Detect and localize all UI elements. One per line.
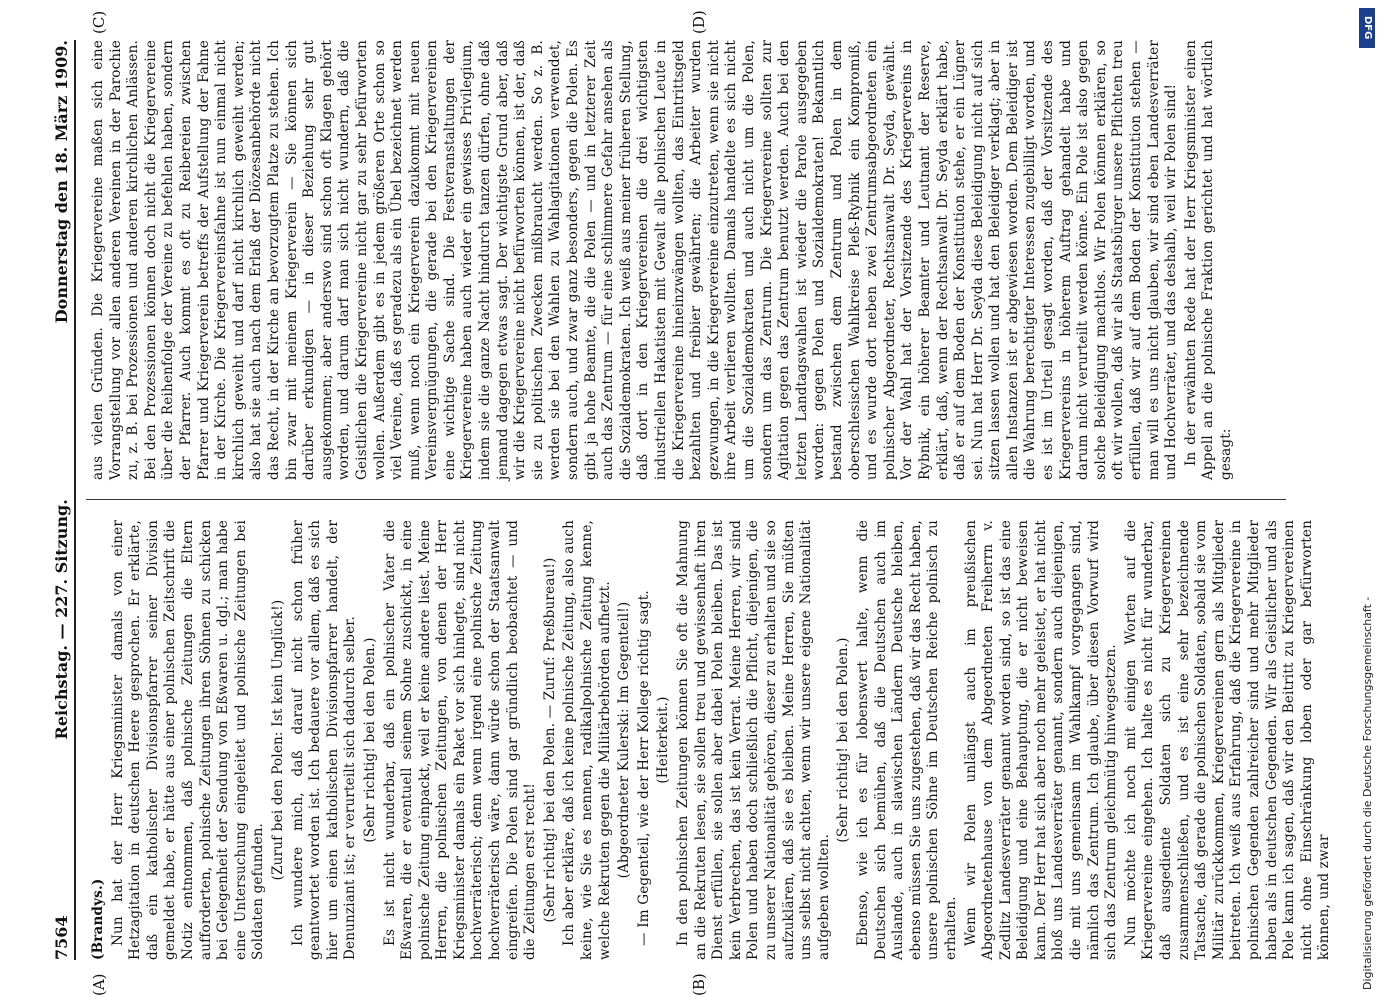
digitization-watermark [1359,10,1379,990]
left-column [90,520,1333,960]
paragraph: In den polnischen Zeitungen können Sie oft die Mahnung an die Rekruten lesen, sie sollen treu und gewissenhaft ihren Dienst erfüllen, sie sollen aber dabei Polen bleiben. Das ist kein Verbrechen, das ist kein Verrat. Meine Herren, wir sind Polen und haben doch schließlich die Pflicht, diejenigen, die zu unserer Nationalität gehören, dieser zu erhalten und sie so aufzuklären, daß sie es bleiben. Meine Herren, Sie müßten uns selbst nicht achten, wenn wir unsere eigene Nationalität aufgeben wollten. [675,520,832,960]
interjection: (Abgeordneter Kulerski: Im Gegenteil!) [616,601,633,879]
paragraph: Ich aber erkläre, daß ich keine polnische Zeitung, also auch keine, wie Sie es nennen, radikalpolnische Zeitung kenne, welche Rekruten gegen die Militärbehörden aufhetzt. [561,520,613,960]
paragraph: In der erwähnten Rede hat der Herr Kriegsminister einen Appell an die polnische Fraktion gerichtet und hat wörtlich gesagt: [1182,40,1234,480]
dfg-logo: DFG [1359,8,1375,48]
marker-a: (A) [90,973,108,996]
watermark-text: Digitalisierung gefördert durch die Deutsche Forschungsgemeinschaft - [1361,596,1374,990]
paragraph: — Im Gegenteil, wie der Herr Kollege richtig sagt. [635,590,652,946]
interjection: (Sehr richtig! bei den Polen.) [361,637,378,843]
paragraph: Ich wundere mich, daß darauf nicht schon früher geantwortet worden ist. Ich bedauere vor allem, daß es sich hier um einen katholischen Divisionspfarrer handelt, der Denunziant ist; er verurteilt sich dadurch selber. [289,520,359,960]
paragraph: Nun möchte ich noch mit einigen Worten auf die Kriegervereine eingehen. Ich halte es nicht für wunderbar, daß ausgediente Soldaten sich zu Kriegervereinen zusammenschließen, und es ist eine sehr bezeichnende Tatsache, daß gerade die polnischen Soldaten, sobald sie vom Militär zurückkommen, Kriegervereinen gern als Mitglieder beitreten. Ich weiß aus Erfahrung, daß die Kriegervereine in polnischen Gegenden zahlreicher sind und mehr Mitglieder haben als in deutschen Gegenden. Wir als Geistlicher und als Pole kann ich sagen, daß wir den Beitritt zu Kriegervereinen nicht ohne Einschränkung loben oder gar befürworten können, und zwar [1122,520,1333,960]
interjection: (Sehr richtig! bei den Polen.) [835,637,852,843]
speaker-tag: (Brandys.) [90,878,106,960]
right-column [90,40,1270,480]
paragraph: Es ist nicht wunderbar, daß ein polnischer Vater die Eßwaren, die er eventuell seinem Sohne zuschickt, in eine polnische Zeitung einpackt, weil er keine andere liest. Meine Herren, die polnischen Zeitungen, von denen der Herr Kriegsminister damals ein Paket vor sich hinlegte, sind nicht hochverräterisch; denn wenn irgend eine polnische Zeitung hochverräterisch wäre, dann würde schon der Staatsanwalt eingreifen. Die Polen sind gar gründlich beobachtet — und die Zeitungen erst recht! [381,520,539,960]
marker-c: (C) [90,10,108,34]
page-header [48,40,76,960]
marker-d: (D) [690,10,708,34]
column-divider [86,499,1286,500]
interjection: (Heiterkeit.) [655,696,672,784]
paragraph: aus vielen Gründen. Die Kriegervereine maßen sich eine Vorrangstellung vor allen anderen Vereinen in der Parochie zu, z. B. bei Prozessionen und anderen kirchlichen Anlässen. Bei den Prozessionen können doch nicht die Kriegervereine über die Reihenfolge der Vereine zu befehlen haben, sondern der Pfarrer. Auch kommt es oft zu Reibereien zwischen Pfarrer und Kriegerverein betreffs der Aufstellung der Fahne in der Kirche. Die Kriegervereinsfahne ist nun einmal nicht kirchlich geweiht und darf nicht kirchlich geweiht werden; also hat sie auch nach dem Erlaß der Diözesanbehörde nicht das Recht, in der Kirche an bevorzugtem Platze zu stehen. Ich bin zwar mit meinem Kriegerverein — Sie können sich darüber erkundigen — in dieser Beziehung sehr gut ausgekommen; aber anderswo sind schon oft Klagen gehört worden, und darum darf man sich nicht wundern, daß die Geistlichen die Kriegervereine nicht gar zu sehr befürworten wollen. Außerdem gibt es in jedem größeren Orte schon so viel Vereine, daß es geradezu als ein Übel bezeichnet werden muß, wenn noch ein Kriegerverein dazukommt mit neuen Vereinsvergnügungen, die gerade bei den Kriegervereinen eine wichtige Sache sind. Die Festveranstaltungen der Kriegervereine haben auch wieder ein gewisses Privilegium, indem sie die ganze Nacht hindurch tanzen dürfen, ohne daß jemand dagegen etwas sagt. Der wichtigste Grund aber, daß wir die Kriegervereine nicht befürworten können, ist der, daß sie zu politischen Zwecken mißbraucht werden. So z. B. werden sie bei den Wahlen zu Wahlagitationen verwendet, sondern auch, und zwar ganz besonders, gegen die Polen. Es gibt ja hohe Beamte, die die Polen — und in letzterer Zeit auch das Zentrum — für eine schlimmere Gefahr ansehen als die Sozialdemokraten. Ich weiß aus meiner früheren Stellung, daß dort in den Kriegervereinen die drei wichtigsten industriellen Hakatisten mit Gewalt alle polnischen Leute in die Kriegervereine hineinzwängen wollten, das Eintrittsgeld bezahlten und freibier gewährten; die Arbeiter wurden gezwungen, in die Kriegervereine einzutreten, wenn sie nicht ihre Arbeit verlieren wollten. Damals handelte es sich nicht um die Sozialdemokraten und auch nicht um die Polen, sondern um das Zentrum. Die Kriegervereine sollten zur Agitation gegen das Zentrum benutzt werden. Auch bei den letzten Landtagswahlen ist wieder die Parole ausgegeben worden: gegen Polen und Sozialdemokraten! Bekanntlich bestand zwischen dem Zentrum und Polen in dem oberschlesischen Wahlkreise Pleß-Rybnik ein Kompromiß, und es wurde dort neben zwei Zentrumsabgeordneten ein polnischer Abgeordneter, Rechtsanwalt Dr. Seyda, gewählt. Vor der Wahl hat der Vorsitzende des Kriegervereins in Rybnik, ein höherer Beamter und Leutnant der Reserve, erklärt, daß, wenn der Rechtsanwalt Dr. Seyda erklärt habe, daß er auf dem Boden der Konstitution stehe, er ein Lügner sei. Nun hat Herr Dr. Seyda diese Beleidigung nicht auf sich sitzen lassen wollen und hat den Beleidiger verklagt; aber in allen Instanzen ist er abgewiesen worden. Dem Beleidiger ist die Wahrung berechtigter Interessen zugebilligt worden, und es ist im Urteil gesagt worden, daß der Vorsitzende des Kriegervereins in höherem Auftrag gehandelt habe und darum nicht verurteilt werden könne. Ein Pole ist also gegen solche Beleidigung machtlos. Wir Polen können erklären, so oft wir wollen, daß wir als Staatsbürger unsere Pflichten treu erfüllen, daß wir auf dem Boden der Konstitution stehen — man will es uns nicht glauben, wir sind eben Landesverräter und Hochverräter, und das deshalb, weil wir Polen sind! [90,40,1180,480]
interjection: (Zuruf bei den Polen: Ist kein Unglück!) [269,599,286,881]
interjection: (Sehr richtig! bei den Polen. — Zuruf: Preßbureau!) [541,557,558,923]
paragraph: Nun hat der Herr Kriegsminister damals von einer Hetzagitation in deutschen Heere gesprochen. Er erklärte, daß ein katholischer Divisionspfarrer seiner Division gemeldet habe, er hätte aus einer polnischen Zeitschrift die Notiz entnommen, daß polnische Zeitungen die Eltern aufforderten, polnische Zeitungen ihren Söhnen zu schicken bei Gelegenheit der Sendung von Eßwaren u. dgl.; man habe eine Untersuchung eingeleitet und polnische Zeitungen bei Soldaten gefunden. [109,520,267,960]
page-date: Donnerstag den 18. März 1909. [51,40,71,324]
paragraph: Ebenso, wie ich es für lobenswert halte, wenn die Deutschen sich bemühen, daß die Deutschen auch im Auslande, auch in slawischen Ländern Deutsche bleiben, ebenso müssen Sie uns zugestehen, daß wir das Recht haben, unsere polnischen Söhne im Deutschen Reiche polnisch zu erhalten. [854,520,959,960]
page-number: 7564 [51,915,71,960]
page-title: Reichstag. — 227. Sitzung. [51,499,71,740]
paragraph: Wenn wir Polen unlängst auch im preußischen Abgeordnetenhause von dem Abgeordneten Freiherrn v. Zedlitz Landesverräter genannt worden sind, so ist das eine Beleidigung und eine Behauptung, die er nicht beweisen kann. Der Herr hat sich aber noch mehr geleistet, er hat nicht bloß uns Landesverräter genannt, sondern auch diejenigen, die mit uns gemeinsam im Wahlkampf vorgegangen sind, nämlich das Zentrum. Ich glaube, über diesen Vorwurf wird sich das Zentrum gleichmütig hinwegsetzen. [962,520,1120,960]
marker-b: (B) [690,973,708,996]
